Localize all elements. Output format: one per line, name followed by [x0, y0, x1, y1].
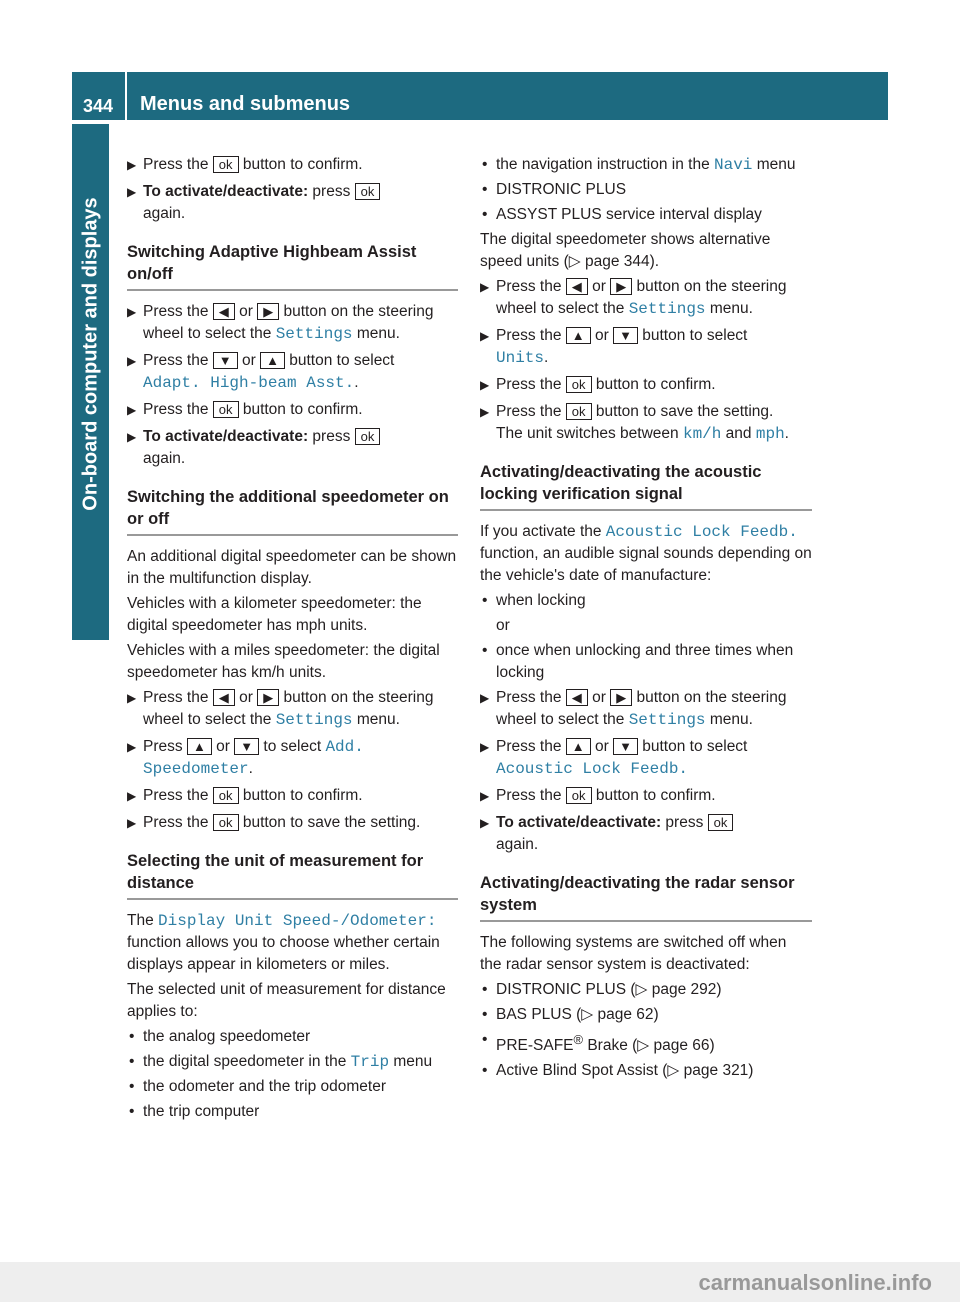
ok-key: ok [213, 401, 239, 418]
step: ▶ Press the ok button to confirm. [127, 399, 458, 421]
page-title: Menus and submenus [140, 93, 351, 115]
menu-name: Trip [350, 1053, 390, 1071]
step: ▶ Press ▲ or ▼ to select Add. Speedometer. [127, 738, 364, 778]
right-column [480, 154, 812, 1085]
list-item: • PRE-SAFE® Brake (▷ page 66) [482, 1031, 715, 1055]
step: ▶ To activate/deactivate: press ok again. [127, 426, 458, 470]
list-item: • the trip computer [129, 1103, 260, 1120]
step: ▶ To activate/deactivate: press ok again. [480, 812, 812, 856]
menu-item: Acoustic Lock Feedb. [496, 760, 689, 778]
arrow-icon: ▶ [480, 816, 490, 830]
down-key: ▼ [613, 327, 638, 344]
up-key: ▲ [260, 352, 285, 369]
step: ▶ Press the ▲ or ▼ button to select Units. [480, 327, 748, 367]
step: ▶ Press the ◀ or ▶ button on the steering wheel to select the Settings menu. [127, 689, 434, 729]
step: ▶ Press the ok button to save the setting. The unit switches between km/h and mph. [480, 403, 789, 443]
left-key: ◀ [566, 689, 588, 706]
list-item: • the odometer and the trip odometer [129, 1078, 386, 1095]
right-key: ▶ [610, 278, 632, 295]
down-key: ▼ [613, 738, 638, 755]
list-item: • BAS PLUS (▷ page 62) [482, 1006, 659, 1023]
list-item: • DISTRONIC PLUS (▷ page 292) [482, 981, 722, 998]
menu-name: Settings [275, 711, 353, 729]
arrow-icon: ▶ [480, 378, 490, 392]
unit-kmh: km/h [682, 425, 722, 443]
arrow-icon: ▶ [127, 430, 137, 444]
step: ▶ Press the ▲ or ▼ button to select Acoustic Lock Feedb. [480, 738, 748, 778]
arrow-icon: ▶ [127, 691, 137, 705]
list-item: • ASSYST PLUS service interval display [482, 206, 762, 223]
section-heading: Activating/deactivating the acoustic locking verification signal [480, 461, 812, 511]
step: ▶ Press the ▼ or ▲ button to select Adapt. High-beam Asst.. [127, 352, 395, 392]
list-item: • DISTRONIC PLUS [482, 181, 627, 198]
left-key: ◀ [566, 278, 588, 295]
paragraph: The digital speedometer shows alternative speed units (▷ page 344). [480, 231, 771, 270]
footer [0, 1262, 960, 1302]
right-key: ▶ [257, 303, 279, 320]
ok-key: ok [213, 156, 239, 173]
arrow-icon: ▶ [480, 691, 490, 705]
arrow-icon: ▶ [480, 405, 490, 419]
step: ▶ Press the ok button to confirm. [480, 374, 812, 396]
menu-item: Units [496, 349, 545, 367]
paragraph: An additional digital speedometer can be shown in the multifunction display. [127, 548, 457, 587]
up-key: ▲ [566, 738, 591, 755]
menu-item: Adapt. High-beam Asst. [143, 374, 355, 392]
side-tab-label-wrap [72, 124, 109, 584]
right-key: ▶ [257, 689, 279, 706]
left-column [127, 154, 458, 1126]
paragraph: The following systems are switched off when the radar sensor system is deactivated: [480, 934, 787, 973]
arrow-icon: ▶ [127, 403, 137, 417]
arrow-icon: ▶ [127, 789, 137, 803]
section-heading: Selecting the unit of measurement for distance [127, 850, 458, 900]
section-heading: Activating/deactivating the radar sensor system [480, 872, 812, 922]
section-heading: Switching Adaptive Highbeam Assist on/off [127, 241, 458, 291]
header-divider [125, 72, 127, 120]
list-item: • once when unlocking and three times when locking [482, 642, 794, 681]
step: ▶ Press the ok button to confirm. [480, 785, 812, 807]
arrow-icon: ▶ [127, 158, 137, 172]
menu-name: Settings [628, 300, 706, 318]
arrow-icon: ▶ [127, 305, 137, 319]
menu-item: Add. Speedometer [143, 738, 364, 778]
side-tab-label: On-board computer and displays [79, 197, 101, 511]
arrow-icon: ▶ [480, 280, 490, 294]
arrow-icon: ▶ [480, 329, 490, 343]
ok-key: ok [566, 787, 592, 804]
step: ▶ Press the ◀ or ▶ button on the steering wheel to select the Settings menu. [127, 303, 434, 343]
list-item: • the analog speedometer [129, 1028, 311, 1045]
ok-key: ok [708, 814, 734, 831]
list-item: • Active Blind Spot Assist (▷ page 321) [482, 1062, 754, 1080]
arrow-icon: ▶ [127, 185, 137, 199]
menu-item: Acoustic Lock Feedb. [605, 523, 798, 541]
ok-key: ok [213, 814, 239, 831]
menu-name: Settings [628, 711, 706, 729]
list-item: • when locking [482, 592, 586, 609]
left-key: ◀ [213, 689, 235, 706]
menu-item: Display Unit Speed-/Odometer: [158, 912, 437, 930]
step: ▶ To activate/deactivate: press ok again. [127, 181, 458, 225]
paragraph: Vehicles with a miles speedometer: the digital speedometer has km/h units. [127, 642, 440, 681]
watermark: carmanualsonline.info [698, 1270, 932, 1295]
step: ▶ Press the ok button to confirm. [127, 154, 458, 176]
step: ▶ Press the ◀ or ▶ button on the steering wheel to select the Settings menu. [480, 689, 787, 729]
list-item: • the digital speedometer in the Trip menu [129, 1053, 433, 1071]
ok-key: ok [566, 376, 592, 393]
step: ▶ Press the ok button to save the setting. [127, 812, 458, 834]
arrow-icon: ▶ [127, 816, 137, 830]
paragraph: The selected unit of measurement for distance applies to: [127, 981, 446, 1020]
list-item: • the navigation instruction in the Navi menu [482, 156, 796, 174]
arrow-icon: ▶ [480, 789, 490, 803]
ok-key: ok [566, 403, 592, 420]
ok-key: ok [355, 428, 381, 445]
menu-name: Settings [275, 325, 353, 343]
up-key: ▲ [187, 738, 212, 755]
up-key: ▲ [566, 327, 591, 344]
paragraph: Vehicles with a kilometer speedometer: the digital speedometer has mph units. [127, 595, 422, 634]
down-key: ▼ [234, 738, 259, 755]
arrow-icon: ▶ [127, 354, 137, 368]
paragraph: The Display Unit Speed-/Odometer: function allows you to choose whether certain displays appear in kilometers or miles. [127, 912, 440, 973]
left-key: ◀ [213, 303, 235, 320]
page-number: 344 [82, 96, 114, 116]
unit-mph: mph [755, 425, 785, 443]
arrow-icon: ▶ [127, 740, 137, 754]
step: ▶ Press the ok button to confirm. [127, 785, 458, 807]
or-text: or [496, 617, 510, 634]
down-key: ▼ [213, 352, 238, 369]
arrow-icon: ▶ [480, 740, 490, 754]
section-heading: Switching the additional speedometer on or off [127, 486, 458, 536]
right-key: ▶ [610, 689, 632, 706]
menu-name: Navi [714, 156, 753, 174]
ok-key: ok [213, 787, 239, 804]
paragraph: If you activate the Acoustic Lock Feedb. function, an audible signal sounds depending on the vehicle's date of manufacture: [480, 523, 812, 584]
ok-key: ok [355, 183, 381, 200]
step: ▶ Press the ◀ or ▶ button on the steering wheel to select the Settings menu. [480, 278, 787, 318]
